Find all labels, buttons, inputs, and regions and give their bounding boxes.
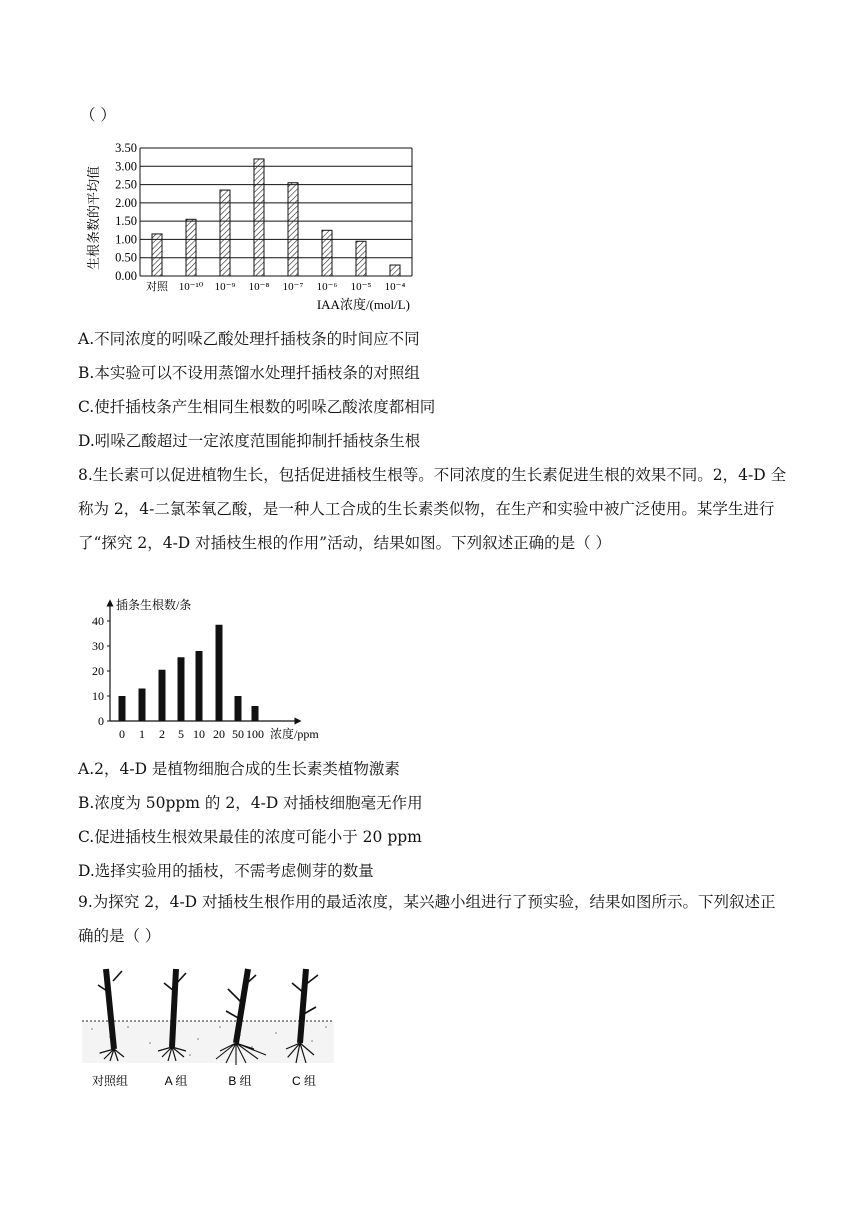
x-tick-label: 对照 [146, 281, 168, 293]
q7-chart-bars [152, 159, 400, 276]
q7-chart-y-ticks [115, 141, 137, 283]
bar-7 [390, 265, 400, 276]
y-tick-label: 40 [92, 614, 104, 628]
y-tick-label: 2.00 [115, 195, 137, 210]
q7-chart-ylabel: 生根条数的平均值 [86, 165, 101, 270]
bar-5 [216, 625, 223, 721]
q8-stem: 8.生长素可以促进植物生长，包括促进插枝生根等。不同浓度的生长素促进生根的效果不同。2，4-D 全称为 2，4-二氯苯氧乙酸，是一种人工合成的生长素类似物，在生产和实验中被广泛使用。某学生进行了“探究 2，4-D 对插枝生根的作用”活动，结果如图。下列叙述正确的是（ ） [78, 466, 787, 552]
y-tick-label: 0.00 [115, 269, 137, 283]
x-tick-label: 10⁻⁸ [248, 281, 270, 293]
bar-6 [235, 696, 242, 721]
q9-label-b: B 组 [228, 1074, 252, 1088]
y-tick-label: 0.50 [115, 250, 137, 265]
bar-3 [178, 657, 185, 721]
q8-option-a: A.2，4-D 是植物细胞合成的生长素类植物激素 [78, 760, 400, 778]
bar-2 [159, 670, 166, 721]
x-tick-label: 50 [232, 727, 244, 741]
q8-chart-xlabel: 浓度/ppm [270, 727, 319, 741]
y-tick-label: 1.50 [115, 214, 137, 229]
x-tick-label: 5 [178, 727, 184, 741]
y-tick-label: 0 [98, 714, 104, 728]
q8-option-d: D.选择实验用的插枝，不需考虑侧芽的数量 [78, 862, 374, 880]
q7-chart-x-ticks [146, 279, 405, 293]
x-tick-label: 100 [246, 727, 264, 741]
q9-label-control: 对照组 [91, 1074, 129, 1088]
x-tick-label: 10⁻⁹ [214, 281, 236, 293]
bar-6 [356, 241, 366, 276]
y-tick-label: 1.00 [115, 232, 137, 247]
bar-2 [220, 190, 230, 276]
x-tick-label: 10⁻⁶ [316, 281, 338, 293]
q7-chart-gridlines [140, 148, 412, 276]
q7-answer-blank: （ ） [80, 106, 116, 124]
bar-3 [254, 159, 264, 276]
bar-7 [252, 706, 259, 721]
x-tick-label: 0 [119, 727, 125, 741]
q8-chart-x-ticks [119, 727, 264, 741]
bar-0 [119, 696, 126, 721]
q8-chart-ylabel: 插条生根数/条 [116, 598, 192, 612]
y-tick-label: 10 [92, 689, 104, 703]
bar-5 [322, 230, 332, 276]
y-tick-label: 30 [92, 639, 104, 653]
q7-chart-xlabel: IAA浓度/(mol/L) [316, 297, 410, 312]
q8-chart-bars [119, 625, 259, 721]
q7-option-b: B.本实验可以不设用蒸馏水处理扦插枝条的对照组 [78, 364, 420, 382]
y-tick-label: 3.00 [115, 159, 137, 174]
y-tick-label: 3.50 [115, 141, 137, 155]
x-tick-label: 10⁻⁵ [350, 281, 372, 293]
y-tick-label: 2.50 [115, 177, 137, 192]
bar-4 [288, 183, 298, 276]
q7-option-a: A.不同浓度的吲哚乙酸处理扦插枝条的时间应不同 [78, 330, 420, 348]
q9-cuttings-figure [80, 963, 350, 1093]
bar-1 [186, 219, 196, 276]
x-tick-label: 10⁻⁷ [282, 281, 304, 293]
y-tick-label: 20 [92, 664, 104, 678]
x-tick-label: 10⁻⁴ [384, 281, 406, 293]
x-tick-label: 20 [213, 727, 225, 741]
q9-label-a: A 组 [164, 1074, 188, 1088]
q8-option-b: B.浓度为 50ppm 的 2，4-D 对插枝细胞毫无作用 [78, 794, 423, 812]
q9-label-c: C 组 [291, 1074, 317, 1088]
q7-iaa-bar-chart [82, 138, 442, 338]
q9-stem: 9.为探究 2，4-D 对插枝生根作用的最适浓度，某兴趣小组进行了预实验，结果如图所示。下列叙述正确的是（ ） [78, 893, 776, 945]
bar-4 [196, 651, 203, 721]
q7-option-d: D.吲哚乙酸超过一定浓度范围能抑制扦插枝条生根 [78, 432, 421, 450]
soil-layer [82, 1021, 334, 1063]
x-tick-label: 10 [193, 727, 205, 741]
x-tick-label: 1 [139, 727, 145, 741]
q7-option-c: C.使扦插枝条产生相同生根数的吲哚乙酸浓度都相同 [78, 398, 436, 416]
q8-chart-y-ticks [92, 614, 110, 728]
x-tick-label: 10⁻¹⁰ [178, 281, 204, 293]
q8-24d-bar-chart [88, 597, 358, 752]
bar-0 [152, 234, 162, 276]
q8-option-c: C.促进插枝生根效果最佳的浓度可能小于 20 ppm [78, 828, 422, 846]
x-tick-label: 2 [159, 727, 165, 741]
bar-1 [139, 689, 146, 722]
